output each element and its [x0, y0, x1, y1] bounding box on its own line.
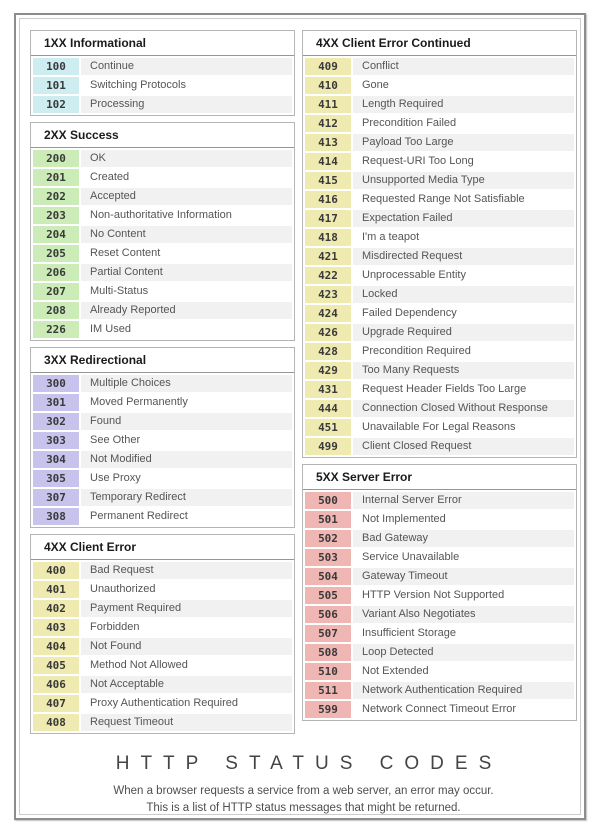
status-code: 511 — [305, 682, 351, 699]
status-code: 451 — [305, 419, 351, 436]
status-row — [33, 676, 292, 693]
status-row — [33, 394, 292, 411]
status-label: Proxy Authentication Required — [90, 697, 238, 709]
status-row — [33, 695, 292, 712]
status-row — [305, 492, 574, 509]
status-code: 415 — [305, 172, 351, 189]
status-code: 208 — [33, 302, 79, 319]
status-row — [33, 226, 292, 243]
status-code: 301 — [33, 394, 79, 411]
status-code: 407 — [33, 695, 79, 712]
status-code: 422 — [305, 267, 351, 284]
section-rows — [31, 373, 294, 527]
status-code: 431 — [305, 381, 351, 398]
status-code: 417 — [305, 210, 351, 227]
status-code: 505 — [305, 587, 351, 604]
section-rows — [303, 56, 576, 457]
status-label: Gateway Timeout — [353, 568, 574, 585]
status-code: 401 — [33, 581, 79, 598]
status-label: Network Authentication Required — [353, 682, 574, 699]
status-row — [305, 58, 574, 75]
status-label: Failed Dependency — [362, 307, 457, 319]
status-code: 101 — [33, 77, 79, 94]
status-row — [33, 207, 292, 224]
status-row — [33, 264, 292, 281]
status-label: Bad Request — [81, 562, 292, 579]
status-code: 424 — [305, 305, 351, 322]
status-code: 203 — [33, 207, 79, 224]
status-label: Variant Also Negotiates — [353, 606, 574, 623]
status-row — [305, 400, 574, 417]
status-code: 502 — [305, 530, 351, 547]
status-row — [305, 682, 574, 699]
status-code: 421 — [305, 248, 351, 265]
section-rows — [31, 56, 294, 115]
status-label: Internal Server Error — [353, 492, 574, 509]
status-row — [305, 115, 574, 132]
status-label: Unsupported Media Type — [353, 172, 574, 189]
status-label: Multiple Choices — [81, 375, 292, 392]
status-label: Locked — [353, 286, 574, 303]
status-code: 400 — [33, 562, 79, 579]
status-label: Requested Range Not Satisfiable — [362, 193, 525, 205]
status-code: 102 — [33, 96, 79, 113]
status-row — [33, 508, 292, 525]
status-code: 599 — [305, 701, 351, 718]
status-code: 226 — [33, 321, 79, 338]
status-row — [305, 606, 574, 623]
status-codes-poster — [30, 30, 577, 817]
status-label: Accepted — [81, 188, 292, 205]
status-label: Misdirected Request — [353, 248, 574, 265]
status-row — [33, 96, 292, 113]
status-row — [33, 657, 292, 674]
status-row — [305, 267, 574, 284]
status-code: 504 — [305, 568, 351, 585]
status-row — [33, 619, 292, 636]
section-rows — [31, 148, 294, 340]
status-code: 406 — [33, 676, 79, 693]
status-code: 506 — [305, 606, 351, 623]
status-row — [33, 150, 292, 167]
status-row — [305, 134, 574, 151]
status-row — [33, 283, 292, 300]
status-label: Service Unavailable — [362, 551, 460, 563]
status-label: Partial Content — [81, 264, 292, 281]
status-code: 204 — [33, 226, 79, 243]
status-row — [305, 305, 574, 322]
section-4xx-client-error — [30, 534, 295, 734]
status-label: Method Not Allowed — [90, 659, 188, 671]
status-label: Request-URI Too Long — [362, 155, 474, 167]
section-1xx-informational — [30, 30, 295, 116]
status-row — [305, 324, 574, 341]
column-left — [30, 30, 295, 740]
status-row — [305, 644, 574, 661]
status-code: 500 — [305, 492, 351, 509]
status-code: 410 — [305, 77, 351, 94]
status-row — [305, 153, 574, 170]
status-label: Use Proxy — [90, 472, 141, 484]
status-code: 404 — [33, 638, 79, 655]
status-label: Upgrade Required — [353, 324, 574, 341]
status-code: 403 — [33, 619, 79, 636]
status-label: Found — [81, 413, 292, 430]
status-label: Non-authoritative Information — [90, 209, 232, 221]
status-label: Payment Required — [81, 600, 292, 617]
status-code: 307 — [33, 489, 79, 506]
status-label: Unprocessable Entity — [362, 269, 466, 281]
status-label: I'm a teapot — [362, 231, 420, 243]
status-code: 300 — [33, 375, 79, 392]
status-label: Conflict — [353, 58, 574, 75]
status-code: 304 — [33, 451, 79, 468]
status-code: 202 — [33, 188, 79, 205]
status-label: IM Used — [90, 323, 131, 335]
section-title: 1XX Informational — [31, 31, 294, 56]
status-row — [305, 438, 574, 455]
status-row — [33, 321, 292, 338]
status-code: 414 — [305, 153, 351, 170]
section-3xx-redirectional — [30, 347, 295, 528]
status-code: 100 — [33, 58, 79, 75]
status-code: 510 — [305, 663, 351, 680]
status-label: OK — [81, 150, 292, 167]
status-code: 206 — [33, 264, 79, 281]
status-label: Moved Permanently — [90, 396, 188, 408]
status-row — [305, 381, 574, 398]
status-code: 408 — [33, 714, 79, 731]
status-label: Too Many Requests — [353, 362, 574, 379]
status-code: 444 — [305, 400, 351, 417]
status-row — [305, 191, 574, 208]
status-row — [305, 248, 574, 265]
status-row — [305, 286, 574, 303]
section-rows — [303, 490, 576, 720]
status-row — [33, 245, 292, 262]
status-label: Not Implemented — [362, 513, 446, 525]
status-code: 416 — [305, 191, 351, 208]
status-label: Precondition Required — [362, 345, 471, 357]
status-label: Request Header Fields Too Large — [362, 383, 527, 395]
status-code: 405 — [33, 657, 79, 674]
columns-container — [30, 30, 577, 740]
status-code: 308 — [33, 508, 79, 525]
status-label: Precondition Failed — [362, 117, 457, 129]
status-row — [305, 511, 574, 528]
status-label: Expectation Failed — [353, 210, 574, 227]
status-row — [33, 302, 292, 319]
status-row — [305, 549, 574, 566]
status-label: Unauthorized — [90, 583, 156, 595]
status-label: Permanent Redirect — [90, 510, 188, 522]
section-title: 4XX Client Error Continued — [303, 31, 576, 56]
status-label: Unavailable For Legal Reasons — [362, 421, 516, 433]
status-label: Forbidden — [90, 621, 140, 633]
status-label: Client Closed Request — [353, 438, 574, 455]
status-label: Not Extended — [362, 665, 429, 677]
status-label: Gone — [362, 79, 389, 91]
section-title: 3XX Redirectional — [31, 348, 294, 373]
poster-subtitle-line2: This is a list of HTTP status messages that might be returned. — [146, 802, 461, 814]
status-code: 207 — [33, 283, 79, 300]
status-code: 413 — [305, 134, 351, 151]
status-code: 428 — [305, 343, 351, 360]
status-row — [305, 362, 574, 379]
status-label: Reset Content — [90, 247, 161, 259]
status-row — [33, 451, 292, 468]
status-row — [33, 600, 292, 617]
status-label: Continue — [81, 58, 292, 75]
status-code: 201 — [33, 169, 79, 186]
status-label: Network Connect Timeout Error — [362, 703, 517, 715]
status-row — [305, 419, 574, 436]
status-label: Multi-Status — [90, 285, 149, 297]
status-code: 499 — [305, 438, 351, 455]
status-label: See Other — [90, 434, 141, 446]
poster-footer — [30, 753, 577, 817]
status-label: Already Reported — [81, 302, 292, 319]
status-code: 503 — [305, 549, 351, 566]
status-row — [33, 562, 292, 579]
status-code: 501 — [305, 511, 351, 528]
status-label: Bad Gateway — [353, 530, 574, 547]
status-code: 423 — [305, 286, 351, 303]
status-code: 305 — [33, 470, 79, 487]
status-label: Connection Closed Without Response — [353, 400, 574, 417]
status-row — [305, 77, 574, 94]
status-row — [33, 714, 292, 731]
status-row — [33, 188, 292, 205]
status-label: Loop Detected — [353, 644, 574, 661]
status-label: Processing — [81, 96, 292, 113]
status-code: 402 — [33, 600, 79, 617]
status-row — [33, 169, 292, 186]
status-row — [33, 77, 292, 94]
status-label: Temporary Redirect — [81, 489, 292, 506]
status-label: Not Found — [81, 638, 292, 655]
status-row — [33, 581, 292, 598]
status-label: No Content — [81, 226, 292, 243]
status-code: 409 — [305, 58, 351, 75]
status-row — [305, 210, 574, 227]
status-row — [305, 701, 574, 718]
status-row — [33, 432, 292, 449]
status-code: 412 — [305, 115, 351, 132]
status-label: Switching Protocols — [90, 79, 186, 91]
section-rows — [31, 560, 294, 733]
section-title: 2XX Success — [31, 123, 294, 148]
status-label: Length Required — [353, 96, 574, 113]
status-row — [33, 375, 292, 392]
status-label: Insufficient Storage — [362, 627, 456, 639]
status-row — [33, 413, 292, 430]
status-code: 303 — [33, 432, 79, 449]
status-code: 418 — [305, 229, 351, 246]
status-row — [33, 470, 292, 487]
status-row — [33, 58, 292, 75]
status-code: 426 — [305, 324, 351, 341]
section-5xx-server-error — [302, 464, 577, 721]
status-row — [33, 638, 292, 655]
status-code: 507 — [305, 625, 351, 642]
status-row — [305, 172, 574, 189]
status-row — [305, 530, 574, 547]
status-code: 411 — [305, 96, 351, 113]
status-code: 429 — [305, 362, 351, 379]
status-label: Request Timeout — [81, 714, 292, 731]
section-title: 4XX Client Error — [31, 535, 294, 560]
section-4xx-client-error-continued — [302, 30, 577, 458]
status-label: Not Acceptable — [81, 676, 292, 693]
status-row — [305, 568, 574, 585]
status-label: Not Modified — [81, 451, 292, 468]
status-row — [305, 96, 574, 113]
status-row — [305, 229, 574, 246]
status-code: 508 — [305, 644, 351, 661]
status-row — [305, 587, 574, 604]
section-title: 5XX Server Error — [303, 465, 576, 490]
status-code: 205 — [33, 245, 79, 262]
status-code: 200 — [33, 150, 79, 167]
status-label: Payload Too Large — [353, 134, 574, 151]
poster-title: HTTP STATUS CODES — [115, 753, 503, 774]
status-row — [305, 343, 574, 360]
status-label: Created — [90, 171, 130, 183]
poster-subtitle-line1: When a browser requests a service from a web server, an error may occur. — [113, 785, 494, 797]
column-right — [302, 30, 577, 727]
section-2xx-success — [30, 122, 295, 341]
status-row — [305, 663, 574, 680]
status-row — [33, 489, 292, 506]
status-code: 302 — [33, 413, 79, 430]
status-label: HTTP Version Not Supported — [362, 589, 505, 601]
status-row — [305, 625, 574, 642]
